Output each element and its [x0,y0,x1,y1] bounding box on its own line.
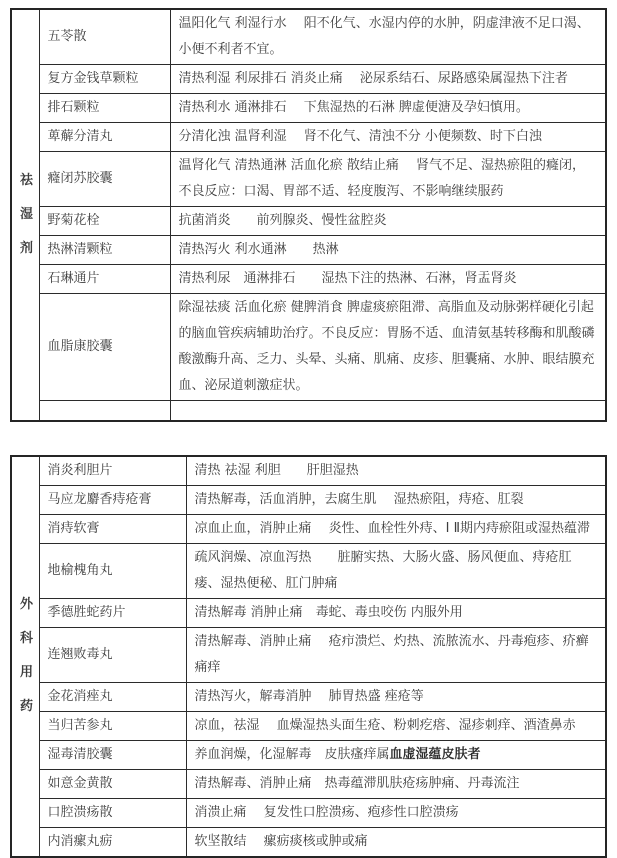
drug-desc-cell: 清热解毒 消肿止痛 毒蛇、毒虫咬伤 内服外用 [186,598,606,627]
drug-name-cell: 消痔软膏 [39,514,186,543]
category-char: 湿 [20,206,34,222]
drug-desc-cell: 凉血止血，消肿止痛 炎性、血栓性外痔、Ⅰ Ⅱ期内痔瘀阻或湿热蕴滞 [186,514,606,543]
drug-name-cell: 石琳通片 [39,265,170,294]
table-row [11,798,606,827]
category-cell [11,9,39,421]
drug-desc-cell: 疏风润燥、凉血泻热 脏腑实热、大肠火盛、肠风便血、痔疮肛瘘、湿热便秘、肛门肿痛 [186,543,606,598]
table-row [11,485,606,514]
category-char: 科 [20,631,34,646]
table-row [11,265,606,294]
drug-desc-cell: 清热利尿 通淋排石 湿热下注的热淋、石淋，肾盂肾炎 [170,265,606,294]
damp-dispelling-table-body [11,9,606,421]
drug-desc-cell: 清热泻火，解毒消肿 肺胃热盛 痤疮等 [186,682,606,711]
drug-name-cell: 五苓散 [39,9,170,65]
category-char: 祛 [20,172,34,188]
table-row [11,94,606,123]
surgical-medicine-table-body [11,456,606,857]
drug-desc-cell: 温肾化气 清热通淋 活血化瘀 散结止痛 肾气不足、湿热瘀阻的癃闭，不良反应：口渴、胃部不适、轻度腹泻、不影响继续服药 [170,152,606,207]
drug-name-cell: 热淋清颗粒 [39,236,170,265]
table-row [11,207,606,236]
table-row [11,236,606,265]
category-char: 用 [20,665,34,680]
table-row [11,627,606,682]
drug-name-cell: 口腔溃疡散 [39,798,186,827]
table-row [11,65,606,94]
drug-name-cell: 季德胜蛇药片 [39,598,186,627]
drug-name-cell: 消炎利胆片 [39,456,186,486]
drug-desc-cell: 除湿祛痰 活血化瘀 健脾消食 脾虚痰瘀阻滞、高脂血及动脉粥样硬化引起的脑血管疾病辅助治疗。不良反应：胃肠不适、血清氨基转移酶和肌酸磷酸激酶升高、乏力、头晕、头痛、肌痛、皮疹、胆囊痛、水肿、眼结膜充血、泌尿道刺激症状。 [170,294,606,401]
drug-name-cell [39,401,170,421]
table-row [11,827,606,857]
category-char: 外 [20,597,34,612]
drug-desc-cell [170,401,606,421]
table-row [11,123,606,152]
table-row [11,456,606,486]
table-row [11,152,606,207]
drug-desc-cell: 清热泻火 利水通淋 热淋 [170,236,606,265]
drug-name-cell: 野菊花栓 [39,207,170,236]
drug-name-cell: 马应龙麝香痔疮膏 [39,485,186,514]
table-row [11,9,606,65]
table-row [11,682,606,711]
drug-name-cell: 地榆槐角丸 [39,543,186,598]
drug-name-cell: 癃闭苏胶囊 [39,152,170,207]
damp-dispelling-table [10,8,607,422]
drug-name-cell: 复方金钱草颗粒 [39,65,170,94]
drug-desc-cell: 凉血，祛湿 血燥湿热头面生疮、粉刺疙瘩、湿疹刺痒、酒渣鼻赤 [186,711,606,740]
drug-desc-cell: 温阳化气 利湿行水 阳不化气、水湿内停的水肿，阴虚津液不足口渴、小便不利者不宜。 [170,9,606,65]
drug-desc-cell: 清热利水 通淋排石 下焦湿热的石淋 脾虚便溏及孕妇慎用。 [170,94,606,123]
drug-name-cell: 内消瘰丸疬 [39,827,186,857]
drug-desc-cell: 清热利湿 利尿排石 消炎止痛 泌尿系结石、尿路感染属湿热下注者 [170,65,606,94]
table-row [11,711,606,740]
table-row [11,543,606,598]
drug-desc-cell: 分清化浊 温肾利湿 肾不化气、清浊不分 小便频数、时下白浊 [170,123,606,152]
drug-name-cell: 如意金黄散 [39,769,186,798]
drug-desc-cell: 软坚散结 瘰疬痰核或肿或痛 [186,827,606,857]
table-row [11,514,606,543]
drug-desc-cell: 抗菌消炎 前列腺炎、慢性盆腔炎 [170,207,606,236]
table-row [11,769,606,798]
category-char: 剂 [20,240,34,256]
drug-desc-cell: 清热解毒、消肿止痛 热毒蕴滞肌肤疮疡肿痛、丹毒流注 [186,769,606,798]
table-row [11,294,606,401]
drug-name-cell: 血脂康胶囊 [39,294,170,401]
category-cell [11,456,39,857]
table-row [11,401,606,421]
drug-desc-cell: 清热 祛湿 利胆 肝胆湿热 [186,456,606,486]
drug-name-cell: 萆薢分清丸 [39,123,170,152]
table-row [11,598,606,627]
table-row [11,740,606,769]
drug-desc-cell: 消溃止痛 复发性口腔溃疡、疱疹性口腔溃疡 [186,798,606,827]
drug-desc-cell: 清热解毒，活血消肿，去腐生肌 湿热瘀阻，痔疮、肛裂 [186,485,606,514]
drug-desc-cell: 养血润燥，化湿解毒 皮肤瘙痒属血虚湿蕴皮肤者 [186,740,606,769]
surgical-medicine-table [10,455,607,858]
drug-desc-cell: 清热解毒、消肿止痛 疮疖溃烂、灼热、流脓流水、丹毒疱疹、疥癣痛痒 [186,627,606,682]
drug-name-cell: 湿毒清胶囊 [39,740,186,769]
category-char: 药 [20,699,34,714]
drug-name-cell: 当归苦参丸 [39,711,186,740]
drug-desc-bold-text: 血虚湿蕴皮肤者 [389,746,481,762]
drug-name-cell: 排石颗粒 [39,94,170,123]
drug-name-cell: 连翘败毒丸 [39,627,186,682]
drug-name-cell: 金花消痤丸 [39,682,186,711]
